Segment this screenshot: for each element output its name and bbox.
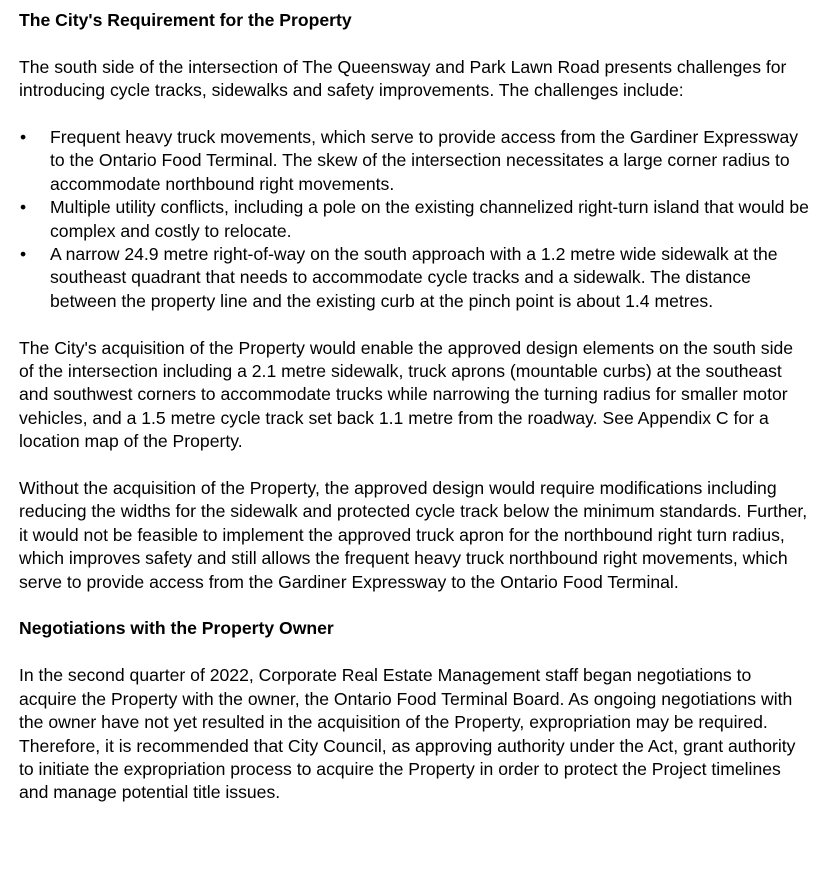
bullet-icon: • — [20, 127, 27, 147]
document-page — [19, 9, 809, 805]
spacer — [19, 32, 809, 55]
spacer — [19, 454, 809, 477]
paragraph-acquisition: The City's acquisition of the Property would enable the approved design elements on the south side of the intersection including a 2.1 metre sidewalk, truck aprons (mountable curbs) at the southeast and southwest corners to accommodate trucks while narrowing the turning radius for smaller motor vehicles, and a 1.5 metre cycle track set back 1.1 metre from the roadway. See Appendix C for a location map of the Property. — [19, 337, 794, 452]
paragraph-without-acquisition: Without the acquisition of the Property, the approved design would require modifications including reducing the widths for the sidewalk and protected cycle track below the minimum standards. Further, it would not be feasible to implement the approved truck apron for the northbound right turn radius, which improves safety and still allows the frequent heavy truck northbound right movements, which serve to provide access from the Gardiner Expressway to the Ontario Food Terminal. — [19, 478, 808, 592]
list-item — [19, 196, 809, 243]
list-item — [19, 126, 809, 196]
challenges-list — [19, 126, 809, 313]
spacer — [19, 103, 809, 126]
spacer — [19, 313, 809, 336]
section-heading-requirement: The City's Requirement for the Property — [19, 10, 352, 30]
spacer — [19, 594, 809, 617]
list-item-text: Frequent heavy truck movements, which serve to provide access from the Gardiner Expressway to the Ontario Food Terminal. The skew of the intersection necessitates a large corner radius to accommodate northbound right movements. — [50, 127, 799, 194]
paragraph-negotiations: In the second quarter of 2022, Corporate Real Estate Management staff began negotiations to acquire the Property with the owner, the Ontario Food Terminal Board. As ongoing negotiations with the owner have not yet resulted in the acquisition of the Property, expropriation may be required. Therefore, it is recommended that City Council, as approving authority under the Act, grant authority to initiate the expropriation process to acquire the Property in order to protect the Project timelines and manage potential title issues. — [19, 665, 796, 803]
section-heading-negotiations: Negotiations with the Property Owner — [19, 618, 334, 639]
bullet-icon: • — [20, 197, 27, 218]
bullet-icon: • — [20, 244, 27, 265]
list-item-text: Multiple utility conflicts, including a pole on the existing channelized right-turn island that would be complex and costly to relocate. — [50, 197, 809, 241]
list-item-text: A narrow 24.9 metre right-of-way on the south approach with a 1.2 metre wide sidewalk at the southeast quadrant that needs to accommodate cycle tracks and a sidewalk. The distance between the property line and the existing curb at the pinch point is about 1.4 metres. — [50, 244, 778, 311]
spacer — [19, 641, 809, 664]
paragraph-intro: The south side of the intersection of The Queensway and Park Lawn Road presents challenges for introducing cycle tracks, sidewalks and safety improvements. The challenges include: — [19, 56, 787, 101]
list-item — [19, 243, 809, 313]
